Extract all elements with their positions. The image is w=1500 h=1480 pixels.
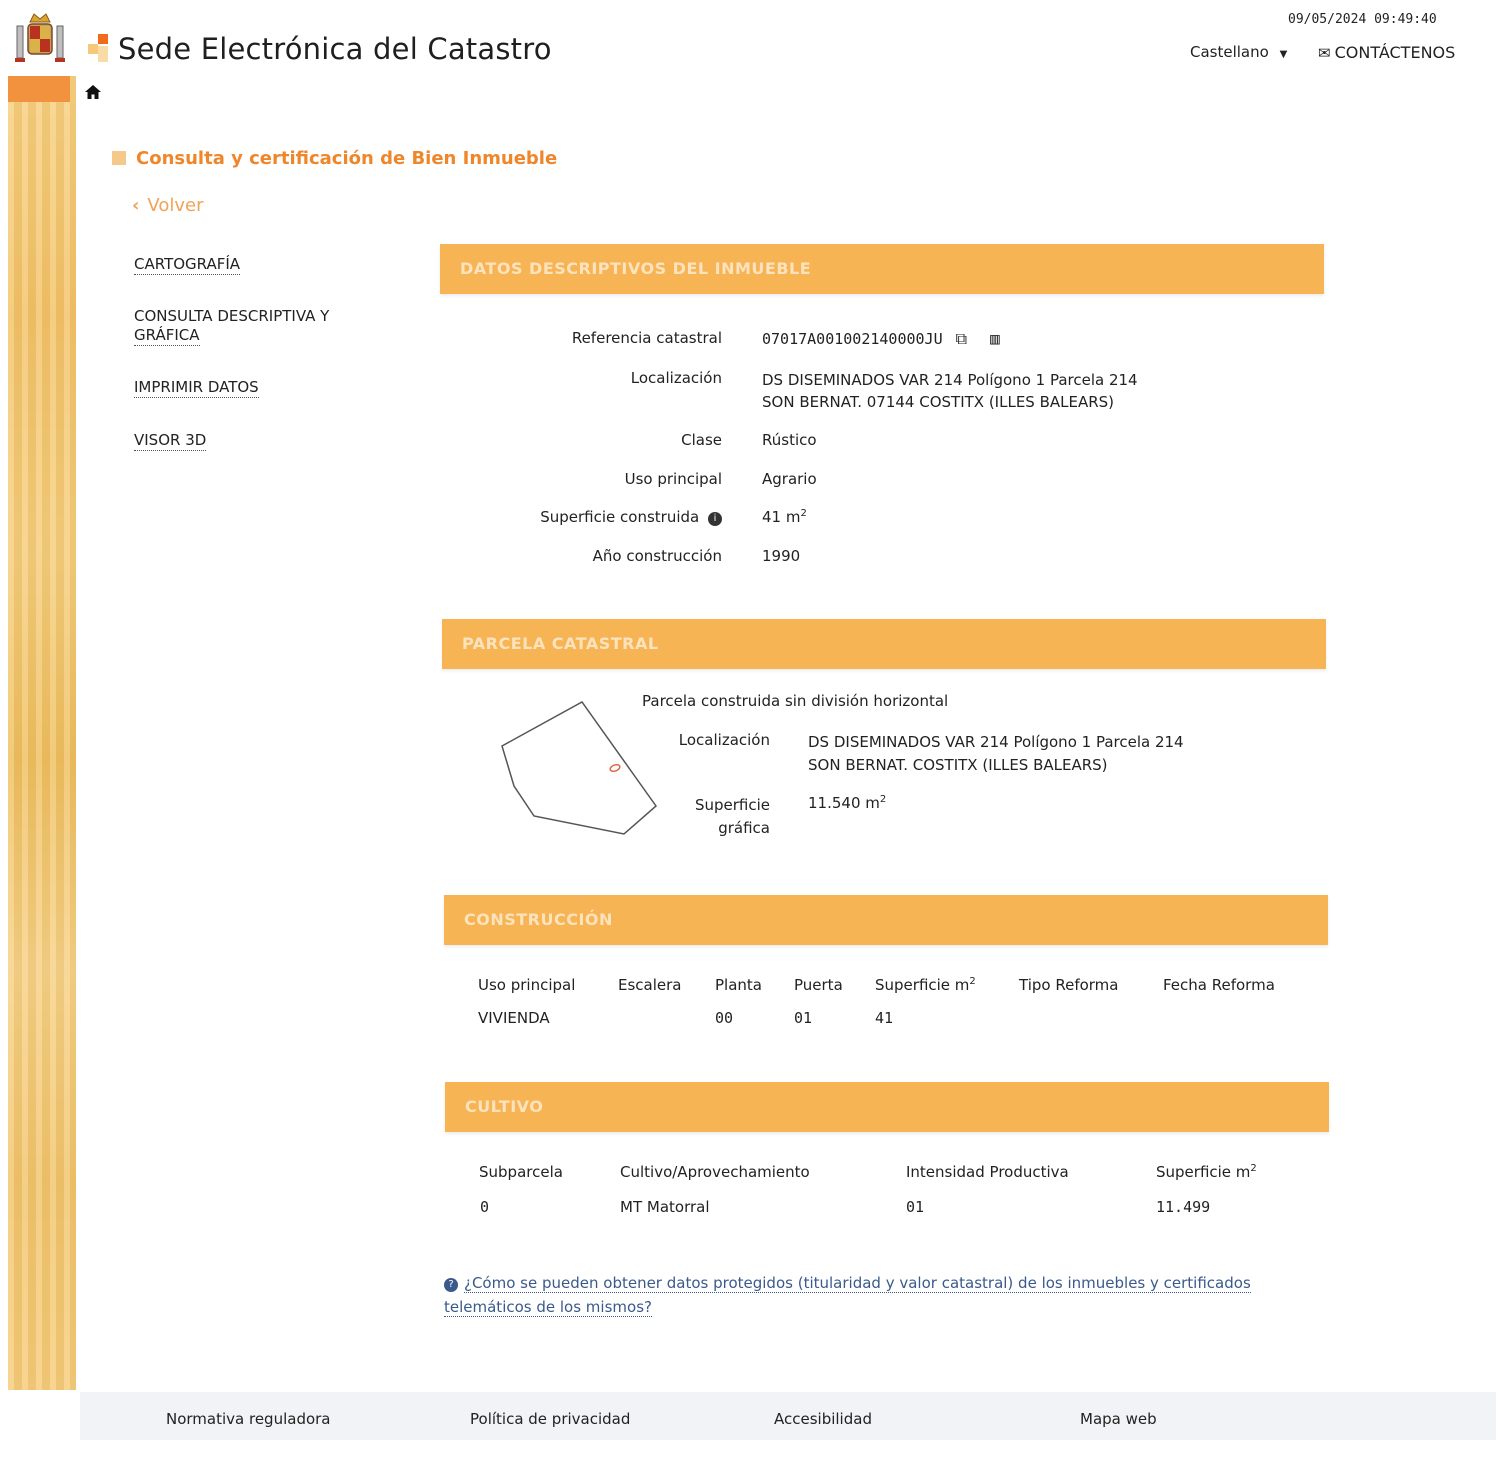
section-header-parcela: PARCELA CATASTRAL: [442, 619, 1326, 669]
back-label: Volver: [147, 195, 204, 216]
footer-accesibilidad-link[interactable]: Accesibilidad: [774, 1410, 872, 1428]
home-icon[interactable]: [84, 84, 102, 100]
contact-link[interactable]: [1318, 43, 1455, 62]
superficie-construida-text: Superficie construida: [540, 508, 700, 526]
envelope-icon: ✉: [1318, 44, 1331, 62]
construccion-header-uso: Uso principal: [478, 976, 576, 994]
superficie-grafica-label: [640, 794, 770, 840]
ref-catastral-text: 07017A001002140000JU: [762, 330, 943, 348]
caret-down-icon: ▼: [1279, 49, 1288, 60]
cultivo-header-intensidad: Intensidad Productiva: [906, 1163, 1069, 1181]
cultivo-header-superficie: Superficie $m^2$: [1156, 1163, 1257, 1181]
language-select[interactable]: [1190, 43, 1287, 61]
construccion-header-superficie: Superficie $m^2$: [875, 976, 976, 994]
protected-data-info-link[interactable]: [444, 1271, 1294, 1319]
construccion-header-puerta: Puerta: [794, 976, 843, 994]
parcel-shape[interactable]: [494, 696, 664, 841]
construccion-cell-puerta: 01: [794, 1009, 813, 1027]
contact-label: CONTÁCTENOS: [1334, 43, 1456, 62]
barcode-icon[interactable]: ▥: [990, 329, 1000, 348]
protected-data-info-text: ¿Cómo se pueden obtener datos protegidos (titularidad y valor catastral) de los inmuebles y certificados telemáticos de los mismos?: [444, 1274, 1251, 1316]
footer-mapa-web-link[interactable]: Mapa web: [1080, 1410, 1157, 1428]
cultivo-cell-superficie: 11.499: [1156, 1198, 1211, 1216]
superficie-construida-number: 41 m: [762, 508, 801, 526]
nav-cartografia[interactable]: CARTOGRAFÍA: [134, 255, 241, 273]
page-title: [112, 148, 557, 169]
clase-label: Clase: [681, 431, 722, 449]
parcela-localizacion-value: [808, 731, 1184, 777]
section-header-datos: DATOS DESCRIPTIVOS DEL INMUEBLE: [440, 244, 1324, 294]
parcela-localizacion-label: Localización: [678, 731, 770, 749]
page-title-text: Consulta y certificación de Bien Inmueble: [136, 148, 558, 169]
uso-principal-label: Uso principal: [624, 470, 722, 488]
superficie-construida-label: [440, 508, 722, 526]
clase-value: Rústico: [762, 431, 817, 449]
nav-consulta-line2[interactable]: GRÁFICA: [134, 326, 200, 344]
cultivo-header-cultivo: Cultivo/Aprovechamiento: [620, 1163, 810, 1181]
superficie-construida-value: 41 $m^2$: [762, 508, 807, 526]
side-decoration-top: [8, 76, 70, 102]
nav-visor-3d[interactable]: VISOR 3D: [134, 431, 207, 449]
construccion-header-escalera: Escalera: [618, 976, 682, 994]
localizacion-line2: SON BERNAT. 07144 COSTITX (ILLES BALEARS): [762, 393, 1115, 411]
cultivo-cell-cultivo: MT Matorral: [620, 1198, 710, 1216]
cultivo-cell-subparcela: 0: [480, 1198, 490, 1216]
footer-privacidad-link[interactable]: Política de privacidad: [470, 1410, 631, 1428]
construccion-cell-uso: VIVIENDA: [478, 1009, 550, 1027]
question-circle-icon: ?: [444, 1278, 458, 1292]
coat-of-arms-icon: [14, 10, 66, 68]
parcela-localizacion-line2: SON BERNAT. COSTITX (ILLES BALEARS): [808, 756, 1108, 774]
chevron-left-icon: ‹: [132, 195, 140, 216]
heading-square-icon: [112, 151, 126, 165]
parcela-tipo: Parcela construida sin división horizontal: [642, 692, 949, 710]
construccion-header-superficie-text: Superficie m: [875, 976, 970, 994]
side-decoration: [8, 76, 76, 1390]
cultivo-header-superficie-text: Superficie m: [1156, 1163, 1251, 1181]
nav-consulta-line1[interactable]: CONSULTA DESCRIPTIVA Y: [134, 307, 330, 325]
language-label: Castellano: [1190, 43, 1269, 61]
superficie-grafica-label-2: gráfica: [718, 819, 770, 837]
construccion-header-tipo-reforma: Tipo Reforma: [1019, 976, 1119, 994]
uso-principal-value: Agrario: [762, 470, 817, 488]
localizacion-label: Localización: [630, 369, 722, 387]
parcela-localizacion-line1: DS DISEMINADOS VAR 214 Polígono 1 Parcela 214: [808, 733, 1184, 751]
section-header-construccion: CONSTRUCCIÓN: [444, 895, 1328, 945]
localizacion-value: [762, 369, 1138, 413]
superficie-grafica-number: 11.540 m: [808, 794, 880, 812]
copy-icon[interactable]: ⧉: [955, 329, 968, 348]
current-datetime: 09/05/2024 09:49:40: [1288, 12, 1437, 27]
ref-catastral-label: Referencia catastral: [571, 329, 722, 347]
construccion-header-fecha-reforma: Fecha Reforma: [1163, 976, 1275, 994]
site-title[interactable]: Sede Electrónica del Catastro: [118, 32, 552, 66]
nav-imprimir[interactable]: IMPRIMIR DATOS: [134, 378, 259, 396]
anio-construccion-label: Año construcción: [592, 547, 722, 565]
ref-catastral-value: [762, 329, 1000, 349]
construccion-header-planta: Planta: [715, 976, 762, 994]
cultivo-header-subparcela: Subparcela: [479, 1163, 563, 1181]
superficie-grafica-label-1: Superficie: [694, 796, 770, 814]
catastro-logo-icon: [86, 34, 110, 64]
construccion-cell-planta: 00: [715, 1009, 734, 1027]
cultivo-cell-intensidad: 01: [906, 1198, 925, 1216]
section-header-cultivo: CULTIVO: [445, 1082, 1329, 1132]
superficie-grafica-value: 11.540 $m^2$: [808, 794, 887, 812]
localizacion-line1: DS DISEMINADOS VAR 214 Polígono 1 Parcela 214: [762, 371, 1138, 389]
info-icon[interactable]: i: [708, 512, 722, 526]
footer-normativa-link[interactable]: Normativa reguladora: [166, 1410, 331, 1428]
construccion-cell-superficie: 41: [875, 1009, 894, 1027]
anio-construccion-value: 1990: [762, 547, 801, 565]
back-link[interactable]: [132, 195, 203, 216]
